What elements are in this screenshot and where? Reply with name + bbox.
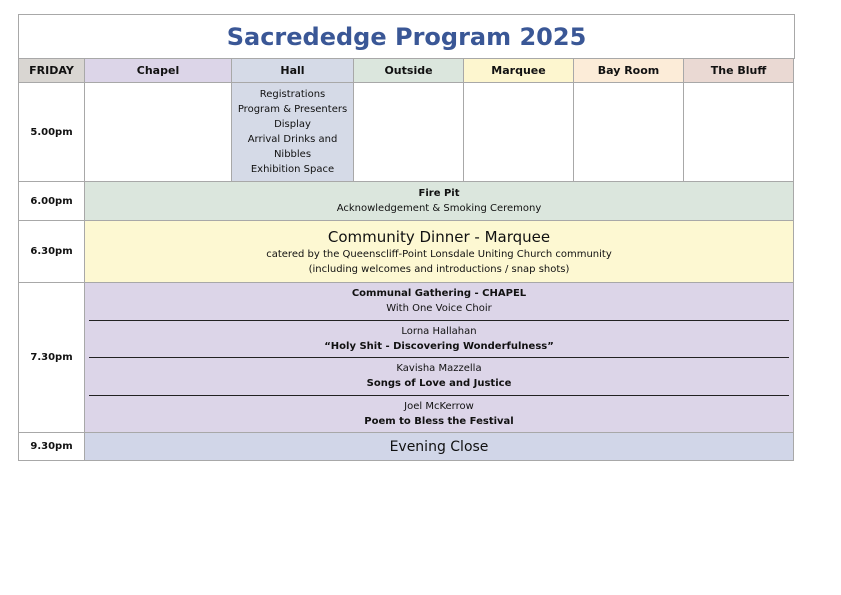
presenter-name: Lorna Hallahan	[401, 325, 477, 337]
event-heading: Fire Pit	[418, 188, 460, 199]
day-header: FRIDAY	[19, 59, 85, 83]
time-730pm: 7.30pm	[19, 283, 85, 433]
outside-5pm	[354, 83, 464, 182]
event-heading: Community Dinner - Marquee	[327, 227, 551, 246]
the-bluff-5pm	[684, 83, 794, 182]
time-5pm: 5.00pm	[19, 83, 85, 182]
event-detail: catered by the Queenscliff-Point Lonsdale Uniting Church community	[266, 248, 612, 260]
presenter-name: Joel McKerrow	[404, 400, 474, 412]
presenter-name: Kavisha Mazzella	[396, 363, 482, 375]
hall-item: Arrival Drinks and	[247, 134, 338, 145]
venue-chapel: Chapel	[85, 59, 232, 83]
venue-bay-room: Bay Room	[574, 59, 684, 83]
row-730pm	[19, 283, 795, 433]
venue-hall: Hall	[232, 59, 354, 83]
hall-item: Display	[274, 119, 311, 130]
bay-room-5pm	[574, 83, 684, 182]
row-630pm	[19, 221, 795, 283]
hall-item: Nibbles	[273, 149, 312, 160]
hall-item: Program & Presenters	[237, 104, 348, 115]
page-title: Sacrededge Program 2025	[19, 15, 795, 59]
session-title: Communal Gathering - CHAPEL	[351, 288, 527, 300]
evening-gathering-block	[85, 283, 794, 433]
venue-the-bluff: The Bluff	[684, 59, 794, 83]
session	[89, 321, 789, 358]
time-930pm: 9.30pm	[19, 433, 85, 461]
hall-5pm	[232, 83, 354, 182]
time-6pm: 6.00pm	[19, 182, 85, 221]
row-5pm	[19, 83, 795, 182]
row-6pm	[19, 182, 795, 221]
hall-item: Exhibition Space	[250, 164, 335, 175]
event-detail: Acknowledgement & Smoking Ceremony	[336, 203, 542, 214]
program-table	[18, 14, 795, 461]
evening-close-event: Evening Close	[85, 433, 794, 461]
session-title: Poem to Bless the Festival	[364, 415, 514, 427]
time-630pm: 6.30pm	[19, 221, 85, 283]
row-930pm	[19, 433, 795, 461]
session-title: “Holy Shit - Discovering Wonderfulness”	[324, 340, 554, 352]
session-title: Songs of Love and Justice	[366, 378, 512, 390]
community-dinner-event	[85, 221, 794, 283]
marquee-5pm	[464, 83, 574, 182]
session-detail: With One Voice Choir	[386, 303, 492, 315]
chapel-5pm	[85, 83, 232, 182]
event-detail: (including welcomes and introductions / snap shots)	[308, 263, 570, 275]
venue-marquee: Marquee	[464, 59, 574, 83]
venue-outside: Outside	[354, 59, 464, 83]
header-row	[19, 59, 795, 83]
hall-item: Registrations	[259, 89, 326, 100]
session	[89, 283, 789, 320]
fire-pit-event	[85, 182, 794, 221]
session	[89, 358, 789, 395]
session	[89, 396, 789, 433]
